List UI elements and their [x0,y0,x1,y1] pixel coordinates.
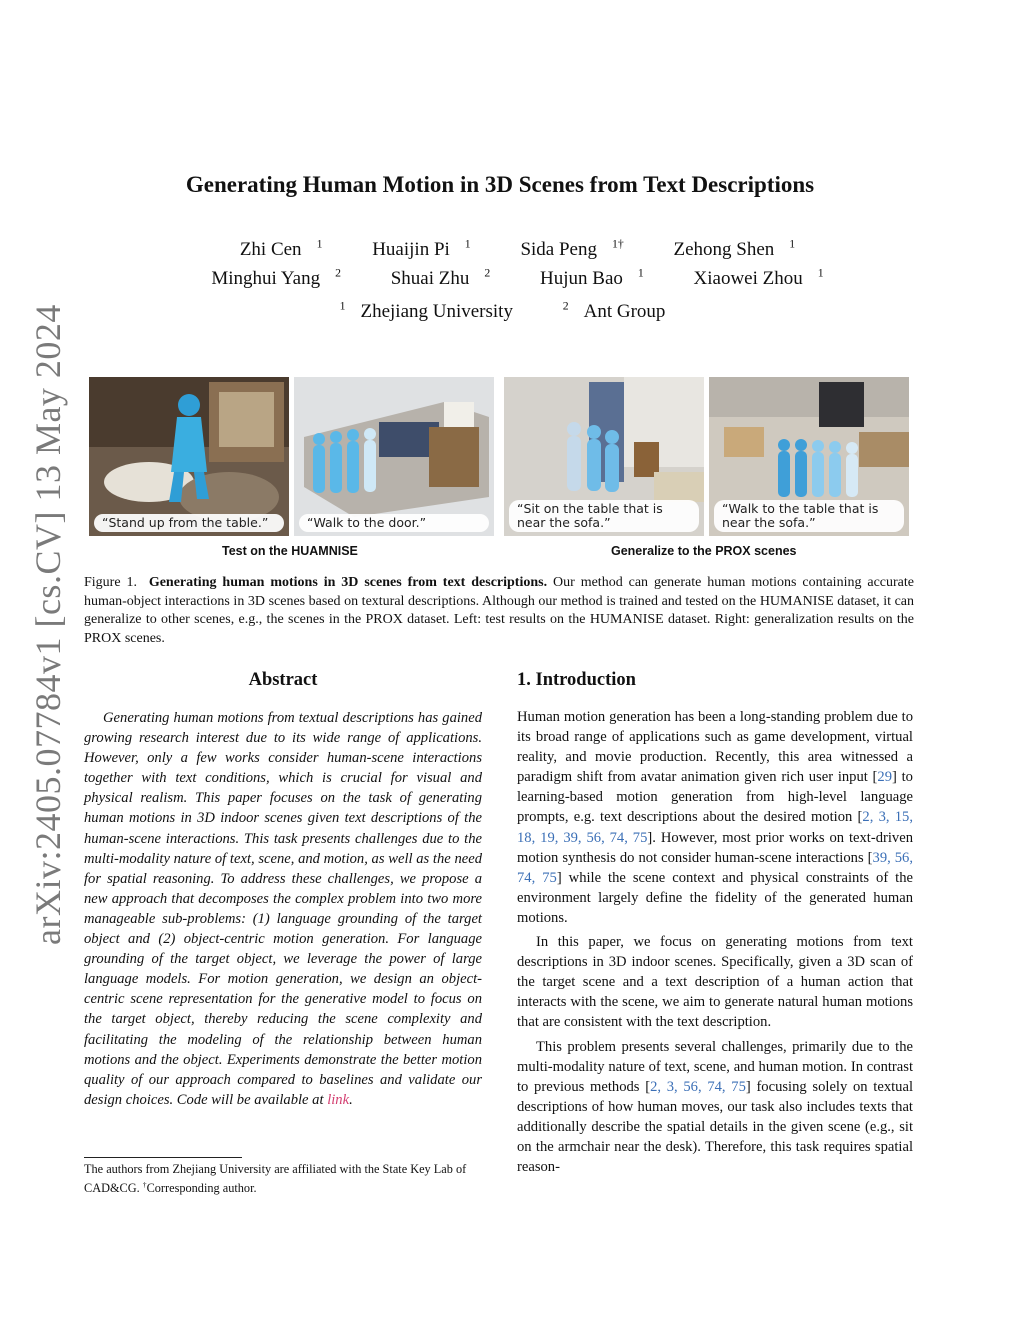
citation-link[interactable]: 39, 56, 74, 75 [517,849,914,886]
author: Huaijin Pi $^1$ [372,238,471,261]
scene-image-2 [294,377,494,536]
citation-link[interactable]: 2, 3, 56, 74, 75 [650,1078,746,1095]
affiliations [0,300,1020,323]
footnote: The authors from Zhejiang University are affiliated with the State Key Lab of CAD&CG. †Corresponding author. [84,1162,467,1196]
intro-paragraph-2: In this paper, we focus on generating motions from text descriptions in 3D indoor scenes. Specifically, given a 3D scan of the target scene and a text description of a human action that interacts with the scene, we aim to generate natural human motions that are consistent with the text description. [517,934,913,1031]
author: Hujun Bao $^1$ [540,267,644,290]
authors-row-1 [0,238,1020,261]
panel-caption: “Walk to the door.” [299,514,489,532]
arxiv-stamp: arXiv:2405.07784v1 [cs.CV] 13 May 2024 [28,304,68,945]
author: Shuai Zhu $^2$ [390,267,491,290]
author: Zehong Shen $^1$ [673,238,796,261]
figure-panel-sit-table [504,377,704,536]
paper-title: Generating Human Motion in 3D Scenes from Text Descriptions [185,172,815,197]
citation-link[interactable]: 29 [877,769,893,786]
figure-panel-walk-door [294,377,494,536]
panel-caption: “Stand up from the table.” [94,514,284,532]
citation-link[interactable]: 2, 3, 15, 18, 19, 39, 56, 74, 75 [517,809,913,846]
author: Minghui Yang $^2$ [211,267,341,290]
figure-left-label: Test on the HUAMNISE [222,544,358,558]
introduction-body [517,707,913,1177]
scene-image-1 [89,377,289,536]
footnote-rule [84,1157,242,1158]
figure-panel-walk-table [709,377,909,536]
figure-panel-stand-up [89,377,289,536]
introduction-heading: 1. Introduction [517,670,636,690]
abstract-heading: Abstract [248,670,318,690]
author: Zhi Cen $^1$ [239,238,323,261]
figure-caption: Figure 1. Generating human motions in 3D scenes from text descriptions. Our method can generate human motions containing accurate human-object interactions in 3D scenes based on textural descriptions. Although our method is trained and tested on the HUMANISE dataset, it can generalize to other scenes, e.g., the scenes in the PROX dataset. Left: test results on the HUMANISE dataset. Right: generalization results on the PROX scenes. [84,575,914,646]
abstract-body: Generating human motions from textual descriptions has gained growing research interest due to its wide range of applications. However, only a few works consider human-scene interactions together with text conditions, which is crucial for visual and physical realism. This paper focuses on the task of generating human motions in 3D indoor scenes given text descriptions of the human-scene interactions. This task presents challenges due to the multi-modality nature of text, scene, and motion, as well as the need for spatial reasoning. To address these challenges, we propose a new approach that decomposes the complex problem into two more manageable sub-problems: (1) language grounding of the target object and (2) object-centric motion generation. For language grounding of the target object, we leverage the power of large language models. For motion generation, we design an object-centric scene representation for the generative model to focus on the target object, thereby reducing the scene complexity and facilitating the modeling of the relationship between human motions and the object. Experiments demonstrate the better motion quality of our approach compared to baselines and validate our design choices. Code will be available at link. [84,710,482,1108]
intro-paragraph-1: Human motion generation has been a long-standing problem due to its broad range of applications such as game development, virtual reality, and movie production. Recently, this area witnessed a paradigm shift from avatar animation given rich user input [29] to learning-based motion generation from high-level language prompts, e.g. text descriptions about the desired motion [2, 3, 15, 18, 19, 39, 56, 74, 75]. However, most prior works on text-driven motion synthesis do not consider human-scene interactions [39, 56, 74, 75] while the scene context and physical constraints of the environment largely define the fidelity of the generated human motions. [517,709,914,926]
intro-paragraph-3: This problem presents several challenges, primarily due to the multi-modality nature of text, scene, and human motion. In contrast to previous methods [2, 3, 56, 74, 75] focusing solely on textual descriptions of how human moves, our task also includes texts that additionally describe the spatial details in the given scene (e.g., sit on the armchair near the desk). Therefore, this task requires spatial reason- [517,1038,913,1176]
author: Xiaowei Zhou $^1$ [693,267,824,290]
panel-caption: “Sit on the table that is near the sofa.” [509,500,699,532]
panel-caption: “Walk to the table that is near the sofa.” [714,500,904,532]
affiliation: $^1$ Zhejiang University [339,300,513,323]
code-link[interactable]: link [327,1091,350,1108]
authors-row-2 [0,267,1020,290]
author: Sida Peng $^{1\dagger}$ [520,238,624,261]
figure-right-label: Generalize to the PROX scenes [611,544,797,558]
affiliation: $^2$ Ant Group [562,300,666,323]
